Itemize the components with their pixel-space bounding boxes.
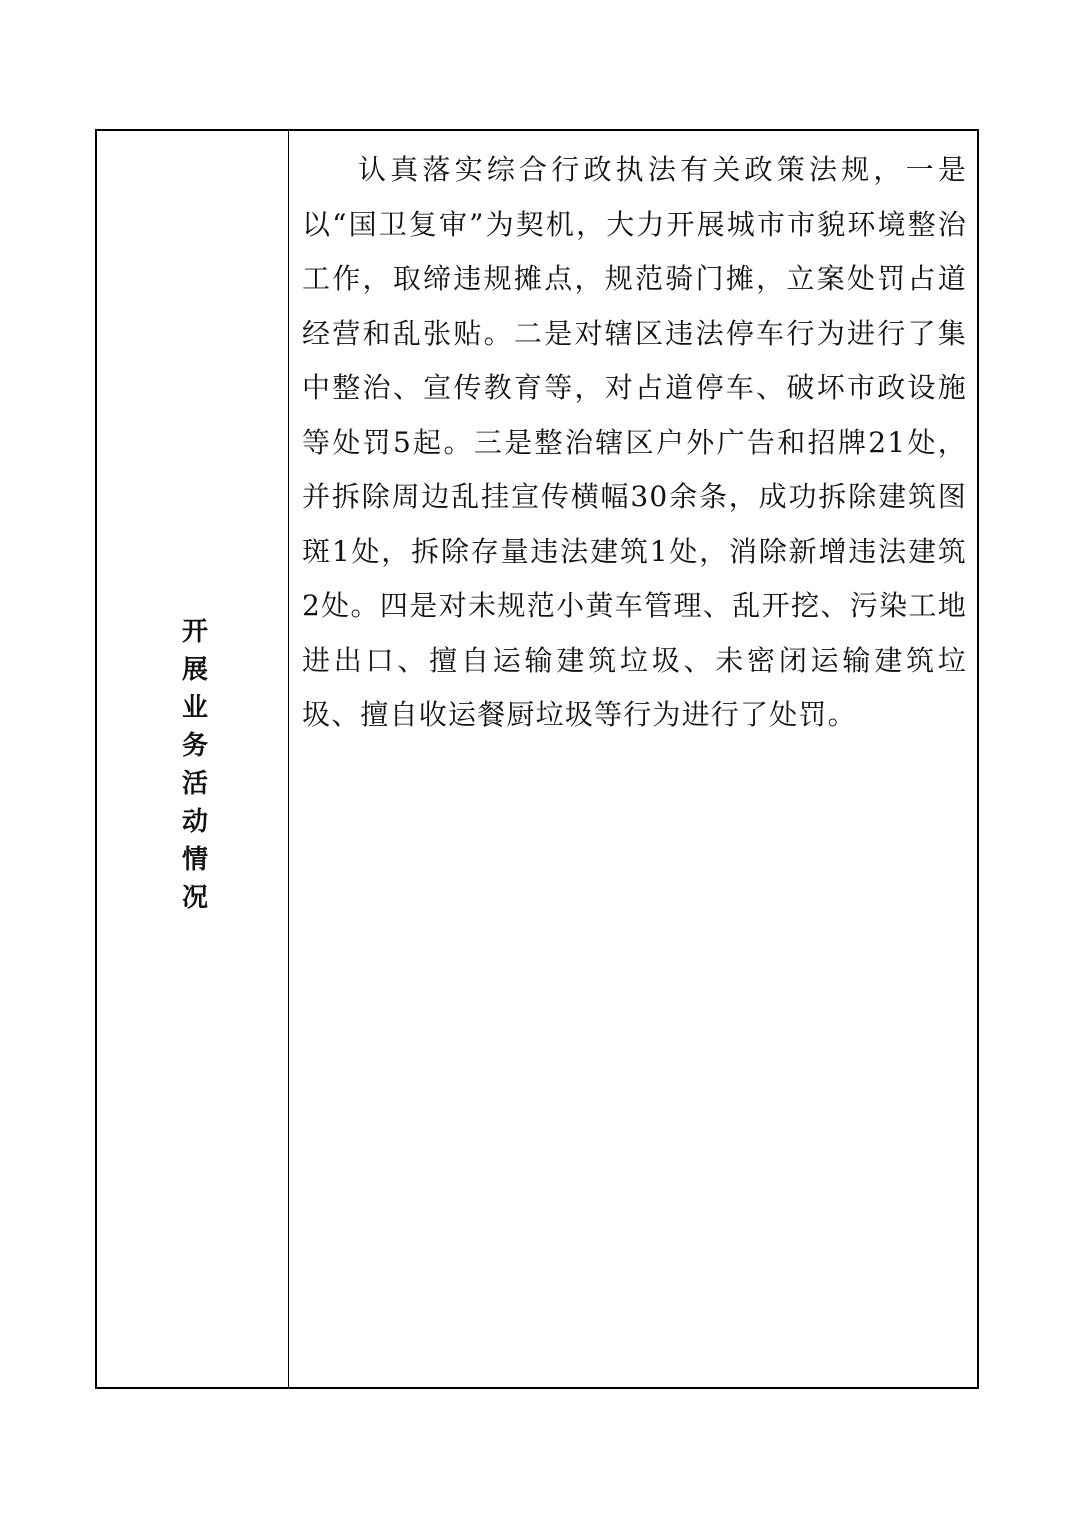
section-content-cell — [289, 131, 977, 1387]
section-content-paragraph: 认真落实综合行政执法有关政策法规，一是以“国卫复审”为契机，大力开展城市市貌环境整治工作，取缔违规摊点，规范骑门摊，立案处罚占道经营和乱张贴。二是对辖区违法停车行为进行了集中整治、宣传教育等，对占道停车、破坏市政设施等处罚5起。三是整治辖区户外广告和招牌21处，并拆除周边乱挂宣传横幅30余条，成功拆除建筑图斑1处，拆除存量违法建筑1处，消除新增违法建筑2处。四是对未规范小黄车管理、乱开挖、污染工地进出口、擅自运输建筑垃圾、未密闭运输建筑垃圾、擅自收运餐厨垃圾等行为进行了处罚。 — [302, 153, 967, 731]
section-label-cell — [97, 131, 289, 1387]
activity-report-table — [95, 129, 979, 1389]
section-label: 开展业务活动情况 — [177, 617, 208, 921]
